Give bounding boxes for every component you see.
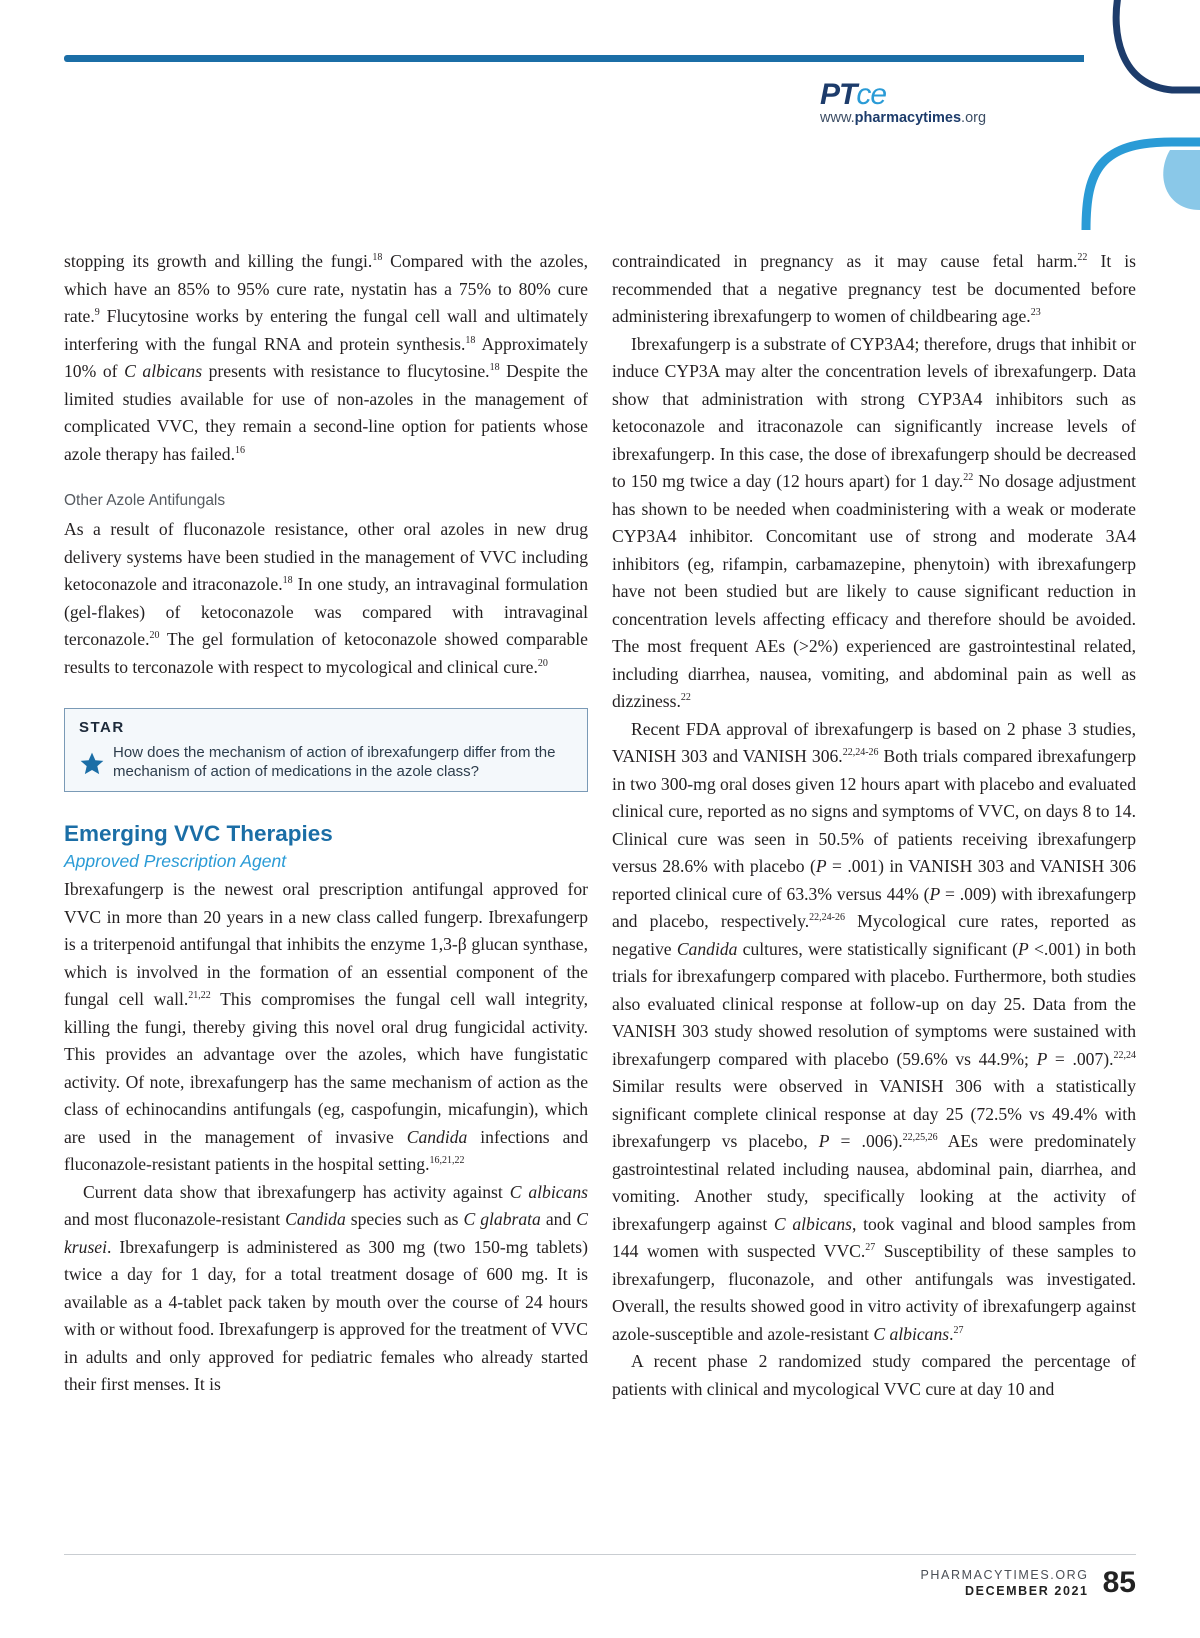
footer-rule <box>64 1554 1136 1555</box>
reference-superscript: 18 <box>489 362 500 373</box>
text-run: This compromises the fungal cell wall integrity, killing the fungi, thereby giving this novel oral drug fungicidal activity. This provides an advantage over the azoles, which have fungistatic activity. Of note, ibrexafungerp has the same mechanism of action as the class of echinocandins antifungals (eg, caspofungin, micafungin), which are used in the management of invasive <box>64 989 588 1147</box>
paragraph <box>64 516 588 681</box>
star-icon <box>79 751 105 777</box>
italic-text: Candida <box>285 1209 346 1229</box>
text-run: presents with resistance to flucytosine. <box>202 361 490 381</box>
text-run: AEs were predominately gastrointestinal related including nausea, abdominal pain, diarrhea, and vomiting. Another study, specifically looking at the activity of ibrexafungerp against <box>612 1131 1137 1234</box>
page-number: 85 <box>1102 1566 1136 1599</box>
reference-superscript: 16 <box>234 444 245 456</box>
text-run: <.001) in both trials for ibrexafungerp compared with placebo. Furthermore, both studies also evaluated clinical response at follow-up on day 25. Data from the VANISH 303 study showed resolution of symptoms were sustained with ibrexafungerp compared with placebo (59.6% vs 44.9%; <box>612 938 1136 1069</box>
reference-superscript: 22,24-26 <box>809 912 845 923</box>
reference-superscript: 22,24-26 <box>842 747 879 758</box>
text-run: Similar results were observed in VANISH 306 with a statistically significant complete clinical response at day 25 (72.5% vs 49.4% with ibrexafungerp vs placebo, <box>612 1076 1136 1151</box>
footer-issue: DECEMBER 2021 <box>965 1584 1089 1598</box>
reference-superscript: 9 <box>94 307 100 318</box>
italic-text: C glabrata <box>463 1209 541 1229</box>
paragraph <box>612 248 1136 331</box>
text-run: cultures, were statistically significant ( <box>737 938 1019 959</box>
text-run: A recent phase 2 randomized study compared the percentage of patients with clinical and mycological VVC cure at day 10 and <box>612 1351 1136 1399</box>
italic-text: P <box>929 883 941 904</box>
text-run: The gel formulation of ketoconazole showed comparable results to terconazole with respect to mycological and clinical cure. <box>64 629 588 677</box>
text-run: stopping its growth and killing the fungi. <box>64 251 373 271</box>
reference-superscript: 16,21,22 <box>429 1155 465 1166</box>
text-run: , took vaginal and blood samples from 144 women with suspected VVC. <box>612 1213 1136 1261</box>
reference-superscript: 27 <box>865 1242 876 1253</box>
italic-text: P <box>1018 938 1029 959</box>
reference-superscript: 27 <box>953 1324 964 1336</box>
reference-superscript: 20 <box>537 657 548 669</box>
italic-text: C krusei <box>64 1209 588 1257</box>
text-run: Mycological cure rates, reported as negative <box>612 911 1136 959</box>
reference-superscript: 23 <box>1030 307 1041 318</box>
text-run: Approximately 10% of <box>64 333 588 381</box>
subheading-other-azole: Other Azole Antifungals <box>64 492 226 509</box>
text-run: Recent FDA approval of ibrexafungerp is based on 2 phase 3 studies, VANISH 303 and VANISH 306. <box>612 718 1136 766</box>
text-run: = .006). <box>829 1131 903 1151</box>
italic-text: C albicans <box>124 361 203 381</box>
italic-text: Candida <box>676 938 738 959</box>
reference-superscript: 22,25,26 <box>902 1132 938 1143</box>
reference-superscript: 18 <box>372 252 383 263</box>
reference-superscript: 18 <box>282 575 293 586</box>
text-run: and most fluconazole-resistant <box>64 1209 286 1229</box>
text-run: Despite the limited studies available for use of non-azoles in the management of complicated VVC, they remain a second-line option for patients whose azole therapy has failed. <box>64 361 588 464</box>
text-run: Ibrexafungerp is the newest oral prescription antifungal approved for VVC in more than 20 years in a new class called fungerp. Ibrexafungerp is a triterpenoid antifungal that inhibits the enzyme 1,3-β glucan synthase, which is involved in the formation of an essential component of the fungal cell wall. <box>64 879 588 1009</box>
reference-superscript: 22 <box>1077 252 1088 263</box>
italic-text: C albicans <box>873 1323 950 1344</box>
text-run: . Ibrexafungerp is administered as 300 mg (two 150-mg tablets) twice a day for 1 day, for a total treatment dosage of 600 mg. It is available as a 4-tablet pack taken by mouth over the course of 24 hours with or without food. Ibrexafungerp is approved for the treatment of VVC in adults and only approved for pediatric females who already started their first menses. It is <box>64 1236 588 1394</box>
right-column <box>612 248 1136 1403</box>
reference-superscript: 21,22 <box>188 990 211 1001</box>
text-run: Ibrexafungerp is a substrate of CYP3A4; therefore, drugs that inhibit or induce CYP3A may alter the concentration levels of ibrexafungerp. Data show that administration with strong CYP3A4 inhibitors such as ketoconazole and itraconazole can significantly increase levels of ibrexafungerp. In this case, the dose of ibrexafungerp should be decreased to 150 mg twice a day (12 hours apart) for 1 day. <box>612 333 1136 491</box>
italic-text: P <box>818 1131 830 1151</box>
text-run: . <box>949 1323 954 1344</box>
text-run: Current data show that ibrexafungerp has activity against <box>83 1181 510 1202</box>
paragraph <box>612 331 1136 716</box>
reference-superscript: 22 <box>963 472 974 483</box>
paragraph <box>64 1179 588 1399</box>
left-column <box>64 248 588 1399</box>
text-run: As a result of fluconazole resistance, other oral azoles in new drug delivery systems have been studied in the management of VVC including ketoconazole and itraconazole. <box>64 519 588 594</box>
italic-text: Candida <box>406 1126 468 1147</box>
star-callout-title: STAR <box>79 719 125 736</box>
header-rule <box>64 55 1084 62</box>
text-run: Flucytosine works by entering the fungal cell wall and ultimately interfering with the fungal RNA and protein synthesis. <box>64 306 588 354</box>
reference-superscript: 22,24 <box>1113 1049 1136 1061</box>
text-run: species such as <box>345 1209 464 1229</box>
text-run: Compared with the azoles, which have an 85% to 95% cure rate, nystatin has a 75% to 80% cure rate. <box>64 251 588 326</box>
section-title: Emerging VVC Therapies <box>64 821 333 846</box>
text-run: contraindicated in pregnancy as it may cause fetal harm. <box>612 251 1078 271</box>
reference-superscript: 22 <box>680 692 691 703</box>
pharmacytimes-logo: PTce www.pharmacytimes.org <box>820 78 1040 126</box>
italic-text: C albicans <box>773 1213 852 1234</box>
text-run: and <box>540 1209 577 1229</box>
page-footer <box>920 1566 1136 1600</box>
paragraph <box>612 1348 1136 1403</box>
italic-text: P <box>815 856 827 876</box>
text-run: It is recommended that a negative pregnancy test be documented before administering ibrexafungerp to women of childbearing age. <box>612 251 1136 326</box>
text-run: Both trials compared ibrexafungerp in two 300-mg oral doses given 12 hours apart with placebo and evaluated clinical cure, reported as no signs and symptoms of VVC, on days 8 to 14. Clinical cure was seen in 50.5% of patients receiving ibrexafungerp versus 28.6% with placebo ( <box>612 746 1136 876</box>
star-callout-question: How does the mechanism of action of ibrexafungerp differ from the mechanism of action of medications in the azole class? <box>113 744 556 780</box>
paragraph <box>612 716 1136 1349</box>
text-run: = .007). <box>1047 1048 1114 1069</box>
italic-text: C albicans <box>509 1181 588 1202</box>
star-callout-box <box>64 708 588 792</box>
paragraph <box>64 876 588 1179</box>
site-url: www.pharmacytimes.org <box>820 110 987 126</box>
text-run: infections and fluconazole-resistant patients in the hospital setting. <box>64 1126 589 1174</box>
italic-text: P <box>1036 1048 1048 1069</box>
text-run: = .009) with ibrexafungerp and placebo, respectively. <box>612 883 1136 931</box>
section-subtitle: Approved Prescription Agent <box>64 851 287 871</box>
footer-site: PHARMACYTIMES.ORG <box>920 1568 1089 1582</box>
reference-superscript: 20 <box>149 630 160 641</box>
text-run: Susceptibility of these samples to ibrexafungerp, fluconazole, and other antifungals was investigated. Overall, the results showed good in vitro activity of ibrexafungerp against azole-susceptible and azole-resistant <box>612 1241 1136 1344</box>
text-run: = .001) in VANISH 303 and VANISH 306 reported clinical cure of 63.3% versus 44% ( <box>612 856 1136 904</box>
text-run: No dosage adjustment has shown to be needed when coadministering with a weak or moderate CYP3A4 inhibitor. Concomitant use of strong and moderate 3A4 inhibitors (eg, rifampin, carbamazepine, phenytoin) with ibrexafungerp have not been studied but are likely to cause significant reduction in concentration levels affecting efficacy and therefore should be avoided. The most frequent AEs (>2%) experienced are gastrointestinal related, including diarrhea, nausea, vomiting, and abdominal pain as well as dizziness. <box>612 471 1136 711</box>
paragraph <box>64 248 588 468</box>
reference-superscript: 18 <box>465 334 476 346</box>
text-run: In one study, an intravaginal formulation (gel-flakes) of ketoconazole was compared with intravaginal terconazole. <box>64 574 588 649</box>
